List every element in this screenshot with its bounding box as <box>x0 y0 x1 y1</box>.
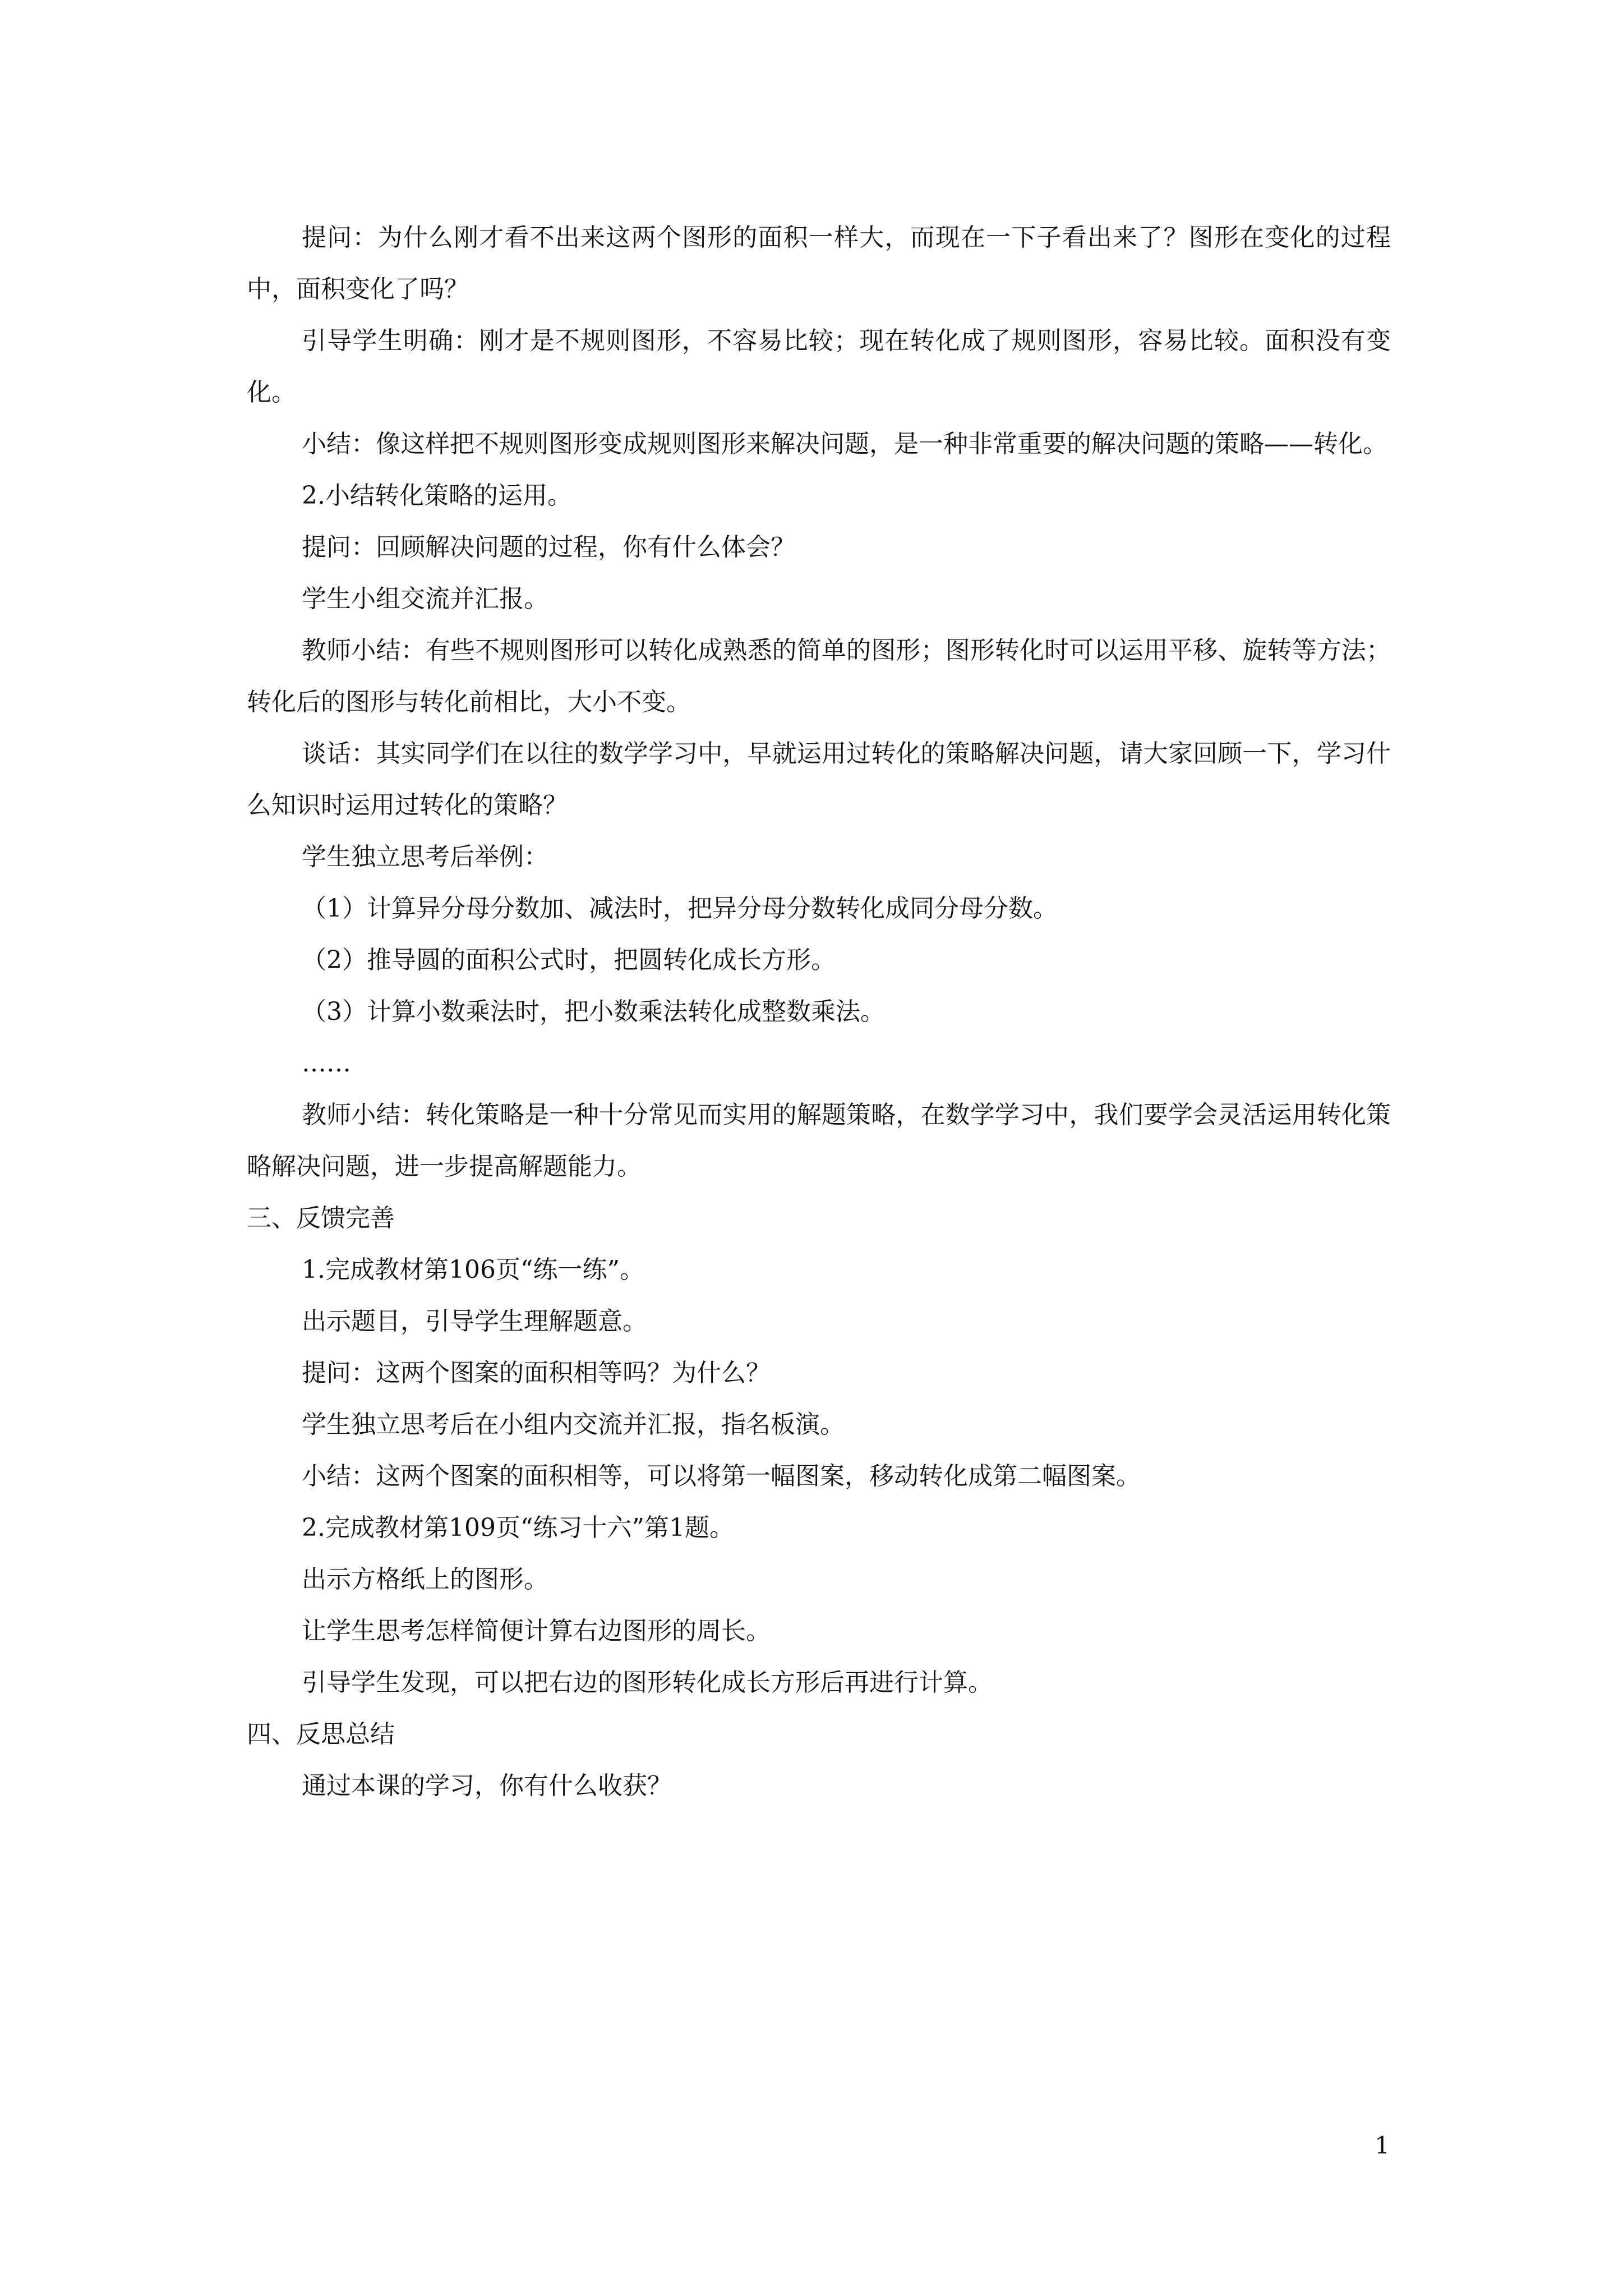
paragraph-guide-students: 引导学生明确：刚才是不规则图形，不容易比较；现在转化成了规则图形，容易比较。面积没有变化。 <box>247 326 1391 407</box>
paragraph-question-review: 提问：回顾解决问题的过程，你有什么体会？ <box>302 533 795 562</box>
paragraph-talk: 谈话：其实同学们在以往的数学学习中，早就运用过转化的策略解决问题，请大家回顾一下，学习什么知识时运用过转化的策略？ <box>247 739 1391 820</box>
paragraph-summary-equal: 小结：这两个图案的面积相等，可以将第一幅图案，移动转化成第二幅图案。 <box>302 1462 1141 1490</box>
section-heading-reflection: 四、反思总结 <box>247 1720 395 1749</box>
paragraph-examples-intro: 学生独立思考后举例： <box>302 843 548 871</box>
paragraph-group-report: 学生小组交流并汇报。 <box>302 585 548 613</box>
paragraph-question-equal-area: 提问：这两个图案的面积相等吗？为什么？ <box>302 1359 771 1387</box>
paragraph-show-question: 出示题目，引导学生理解题意。 <box>302 1307 647 1336</box>
list-item-example-3: （3）计算小数乘法时，把小数乘法转化成整数乘法。 <box>302 997 885 1026</box>
paragraph-task-2: 2.完成教材第109页“练习十六”第1题。 <box>302 1513 734 1542</box>
paragraph-task-1: 1.完成教材第106页“练一练”。 <box>302 1255 644 1284</box>
paragraph-teacher-summary-1: 教师小结：有些不规则图形可以转化成熟悉的简单的图形；图形转化时可以运用平移、旋转等方法；转化后的图形与转化前相比，大小不变。 <box>247 636 1391 716</box>
paragraph-step-2-heading: 2.小结转化策略的运用。 <box>302 481 572 510</box>
paragraph-guide-discover: 引导学生发现，可以把右边的图形转化成长方形后再进行计算。 <box>302 1668 993 1697</box>
paragraph-harvest: 通过本课的学习，你有什么收获？ <box>302 1772 672 1800</box>
paragraph-think-perimeter: 让学生思考怎样简便计算右边图形的周长。 <box>302 1617 771 1645</box>
paragraph-ellipsis: …… <box>302 1049 351 1078</box>
paragraph-summary-transform: 小结：像这样把不规则图形变成规则图形来解决问题，是一种非常重要的解决问题的策略——转化。 <box>302 430 1387 458</box>
paragraph-show-grid: 出示方格纸上的图形。 <box>302 1565 548 1594</box>
page-number: 1 <box>1375 2132 1390 2159</box>
section-heading-feedback: 三、反馈完善 <box>247 1204 395 1232</box>
paragraph-question-area-change: 提问：为什么刚才看不出来这两个图形的面积一样大，而现在一下子看出来了？图形在变化的过程中，面积变化了吗？ <box>247 223 1391 303</box>
list-item-example-2: （2）推导圆的面积公式时，把圆转化成长方形。 <box>302 946 836 974</box>
paragraph-students-discuss: 学生独立思考后在小组内交流并汇报，指名板演。 <box>302 1410 845 1439</box>
document-body <box>247 212 1391 1812</box>
paragraph-teacher-summary-2: 教师小结：转化策略是一种十分常见而实用的解题策略，在数学学习中，我们要学会灵活运用转化策略解决问题，进一步提高解题能力。 <box>247 1101 1391 1181</box>
list-item-example-1: （1）计算异分母分数加、减法时，把异分母分数转化成同分母分数。 <box>302 894 1058 923</box>
